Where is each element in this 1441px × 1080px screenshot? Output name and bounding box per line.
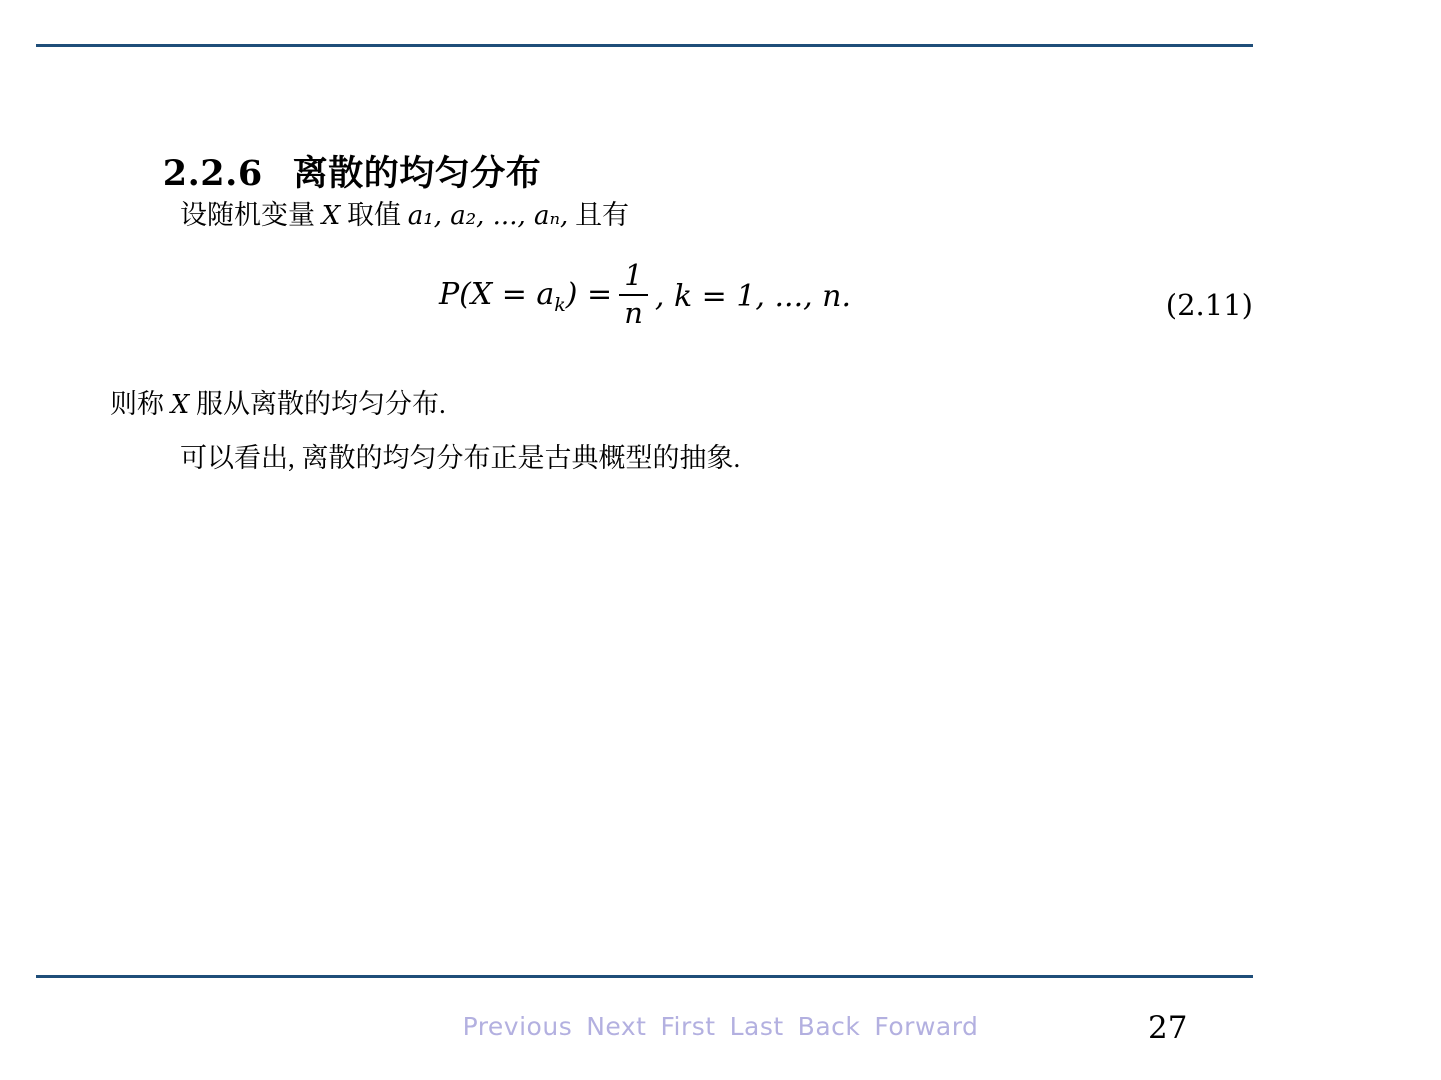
nav-last[interactable]: Last — [729, 1012, 784, 1041]
equation-lhs-subscript: k — [554, 293, 566, 316]
display-equation — [110, 258, 1180, 330]
fraction-one-over-n — [619, 260, 648, 328]
display-equation-row — [110, 258, 1253, 348]
line1-after: 且有 — [568, 200, 630, 230]
paragraph-line-1 — [180, 193, 629, 232]
nav-back[interactable]: Back — [797, 1012, 861, 1041]
header-rule — [36, 44, 1253, 47]
line3-before: 则称 — [110, 389, 171, 419]
nav-next[interactable]: Next — [586, 1012, 647, 1041]
footer-navigation — [0, 1012, 1441, 1041]
line3-variable: X — [170, 390, 190, 420]
section-title: 离散的均匀分布 — [292, 153, 542, 194]
paragraph-line-3 — [110, 382, 446, 421]
line3-after: 服从离散的均匀分布. — [189, 389, 446, 419]
nav-first[interactable]: First — [660, 1012, 716, 1041]
section-number: 2.2.6 — [162, 153, 263, 194]
equation-number: (2.11) — [1165, 288, 1253, 322]
equation-lhs-text: P(X = a — [438, 276, 555, 312]
fraction-numerator: 1 — [624, 258, 643, 292]
paragraph-line-4: 可以看出, 离散的均匀分布正是古典概型的抽象. — [180, 443, 741, 473]
line1-before: 设随机变量 — [180, 200, 322, 230]
equation-lhs-close: ) = — [565, 276, 613, 312]
page-number: 27 — [1148, 1010, 1188, 1046]
nav-previous[interactable]: Previous — [462, 1012, 573, 1041]
line1-variable: X — [321, 201, 341, 231]
equation-rhs: , k = 1, ..., n. — [654, 278, 852, 314]
nav-forward[interactable]: Forward — [874, 1012, 979, 1041]
line1-values: a₁, a₂, ..., aₙ, — [407, 201, 569, 231]
equation-lhs — [439, 277, 612, 316]
line1-middle: 取值 — [340, 200, 408, 230]
footer-rule — [36, 975, 1253, 978]
fraction-denominator: n — [624, 295, 643, 330]
